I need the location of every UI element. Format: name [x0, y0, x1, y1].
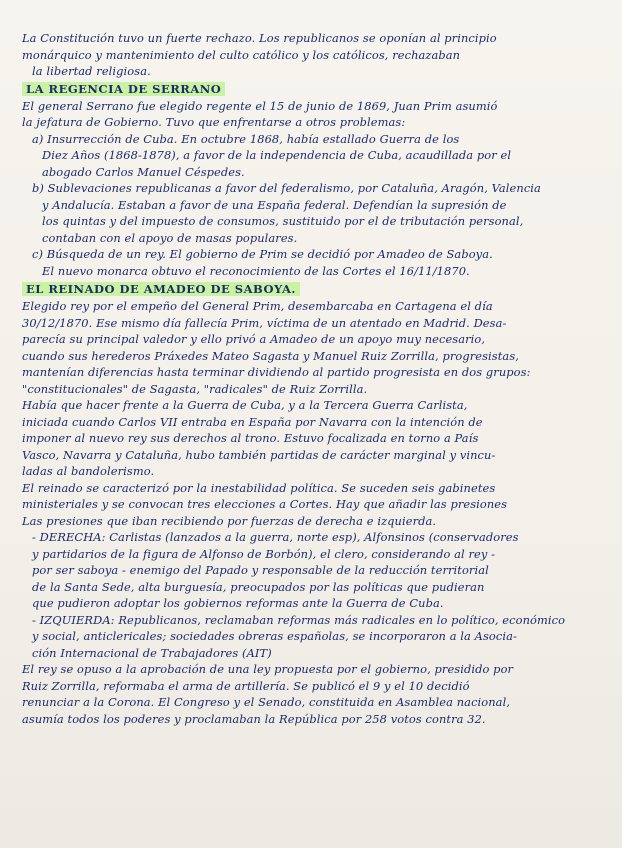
text-line: "constitucionales" de Sagasta, "radicales" de Ruiz Zorrilla. [22, 381, 368, 396]
text-line: Vasco, Navarra y Cataluña, hubo también partidas de carácter marginal y vincu- [22, 447, 496, 462]
text-line: la jefatura de Gobierno. Tuvo que enfrentarse a otros problemas: [22, 115, 406, 129]
list-item [32, 131, 604, 181]
text-line: ministeriales y se convocan tres elecciones a Cortes. Hay que añadir las presiones [22, 497, 508, 511]
text-line: ladas al bandolerismo. [22, 464, 155, 478]
text-line: mantenían diferencias hasta terminar dividiendo al partido progresista en dos grupos: [22, 365, 531, 379]
text-line: abogado Carlos Manuel Céspedes. [42, 164, 245, 179]
text-line: c) Búsqueda de un rey. El gobierno de Prim se decidió por Amadeo de Saboya. [32, 247, 493, 261]
amadeo-paragraph-4 [22, 661, 604, 727]
list-item [32, 612, 604, 662]
text-line: renunciar a la Corona. El Congreso y el Senado, constituida en Asamblea nacional, [22, 695, 511, 709]
text-line: Diez Años (1868-1878), a favor de la independencia de Cuba, acaudillada por el [42, 148, 512, 162]
text-line: de la Santa Sede, alta burguesía, preocupados por las políticas que pudieran [32, 579, 485, 594]
text-line: El nuevo monarca obtuvo el reconocimiento de las Cortes el 16/11/1870. [42, 263, 470, 278]
text-line: La Constitución tuvo un fuerte rechazo. Los republicanos se oponían al principio [22, 31, 497, 45]
section-heading-regencia [22, 82, 604, 96]
text-line: - IZQUIERDA: Republicanos, reclamaban reformas más radicales en lo político, económico [32, 612, 566, 627]
intro-paragraph [22, 30, 604, 80]
list-item [32, 246, 604, 279]
text-line: Ruiz Zorrilla, reformaba el arma de artillería. Se publicó el 9 y el 10 decidió [22, 678, 470, 693]
amadeo-paragraph-3 [22, 480, 604, 530]
text-line: 30/12/1870. Ese mismo día fallecía Prim, víctima de un atentado en Madrid. Desa- [22, 315, 507, 330]
text-line: y partidarios de la figura de Alfonso de Borbón), el clero, considerando al rey - [32, 546, 496, 561]
text-line: asumía todos los poderes y proclamaban la República por 258 votos contra 32. [22, 711, 486, 726]
text-line: Elegido rey por el empeño del General Prim, desembarcaba en Cartagena el día [22, 299, 493, 313]
text-line: - DERECHA: Carlistas (lanzados a la guerra, norte esp), Alfonsinos (conservadores [32, 530, 519, 544]
text-line: monárquico y mantenimiento del culto católico y los católicos, rechazaban [22, 47, 461, 62]
amadeo-paragraph-2 [22, 397, 604, 480]
text-line: El general Serrano fue elegido regente el 15 de junio de 1869, Juan Prim asumió [22, 98, 498, 113]
text-line: que pudieron adoptar los gobiernos reformas ante la Guerra de Cuba. [32, 596, 444, 610]
text-line: iniciada cuando Carlos VII entraba en España por Navarra con la intención de [22, 414, 483, 429]
text-line: cuando sus herederos Práxedes Mateo Sagasta y Manuel Ruiz Zorrilla, progresistas, [22, 348, 519, 363]
text-line: la libertad religiosa. [32, 64, 151, 78]
text-line: El reinado se caracterizó por la inestabilidad política. Se suceden seis gabinetes [22, 480, 496, 495]
text-line: El rey se opuso a la aprobación de una ley propuesta por el gobierno, presidido por [22, 662, 514, 676]
text-line: imponer al nuevo rey sus derechos al trono. Estuvo focalizada en torno a País [22, 431, 479, 445]
text-line: b) Sublevaciones republicanas a favor del federalismo, por Cataluña, Aragón, Valencia [32, 181, 541, 195]
heading-highlight: LA REGENCIA DE SERRANO [22, 82, 225, 96]
text-line: Había que hacer frente a la Guerra de Cuba, y a la Tercera Guerra Carlista, [22, 398, 468, 412]
list-item [32, 180, 604, 246]
text-line: por ser saboya - enemigo del Papado y responsable de la reducción territorial [32, 563, 489, 577]
text-line: Las presiones que iban recibiendo por fuerzas de derecha e izquierda. [22, 513, 437, 528]
list-item [32, 529, 604, 612]
heading-highlight: EL REINADO DE AMADEO DE SABOYA. [22, 282, 300, 296]
text-line: y Andalucía. Estaban a favor de una España federal. Defendían la supresión de [42, 197, 507, 212]
text-line: y social, anticlericales; sociedades obreras españolas, se incorporaron a la Asocia- [32, 629, 517, 643]
section-heading-amadeo [22, 282, 604, 296]
problem-list [22, 131, 604, 280]
text-line: parecía su principal valedor y ello privó a Amadeo de un apoyo muy necesario, [22, 332, 486, 346]
pressure-list [22, 529, 604, 661]
amadeo-paragraph-1 [22, 298, 604, 397]
text-line: los quintas y del impuesto de consumos, sustituido por el de tributación personal, [42, 214, 524, 228]
text-line: a) Insurrección de Cuba. En octubre 1868, había estallado Guerra de los [32, 131, 460, 146]
text-line: contaban con el apoyo de masas populares. [42, 230, 298, 245]
text-line: ción Internacional de Trabajadores (AIT) [32, 645, 272, 660]
regencia-paragraph [22, 98, 604, 131]
